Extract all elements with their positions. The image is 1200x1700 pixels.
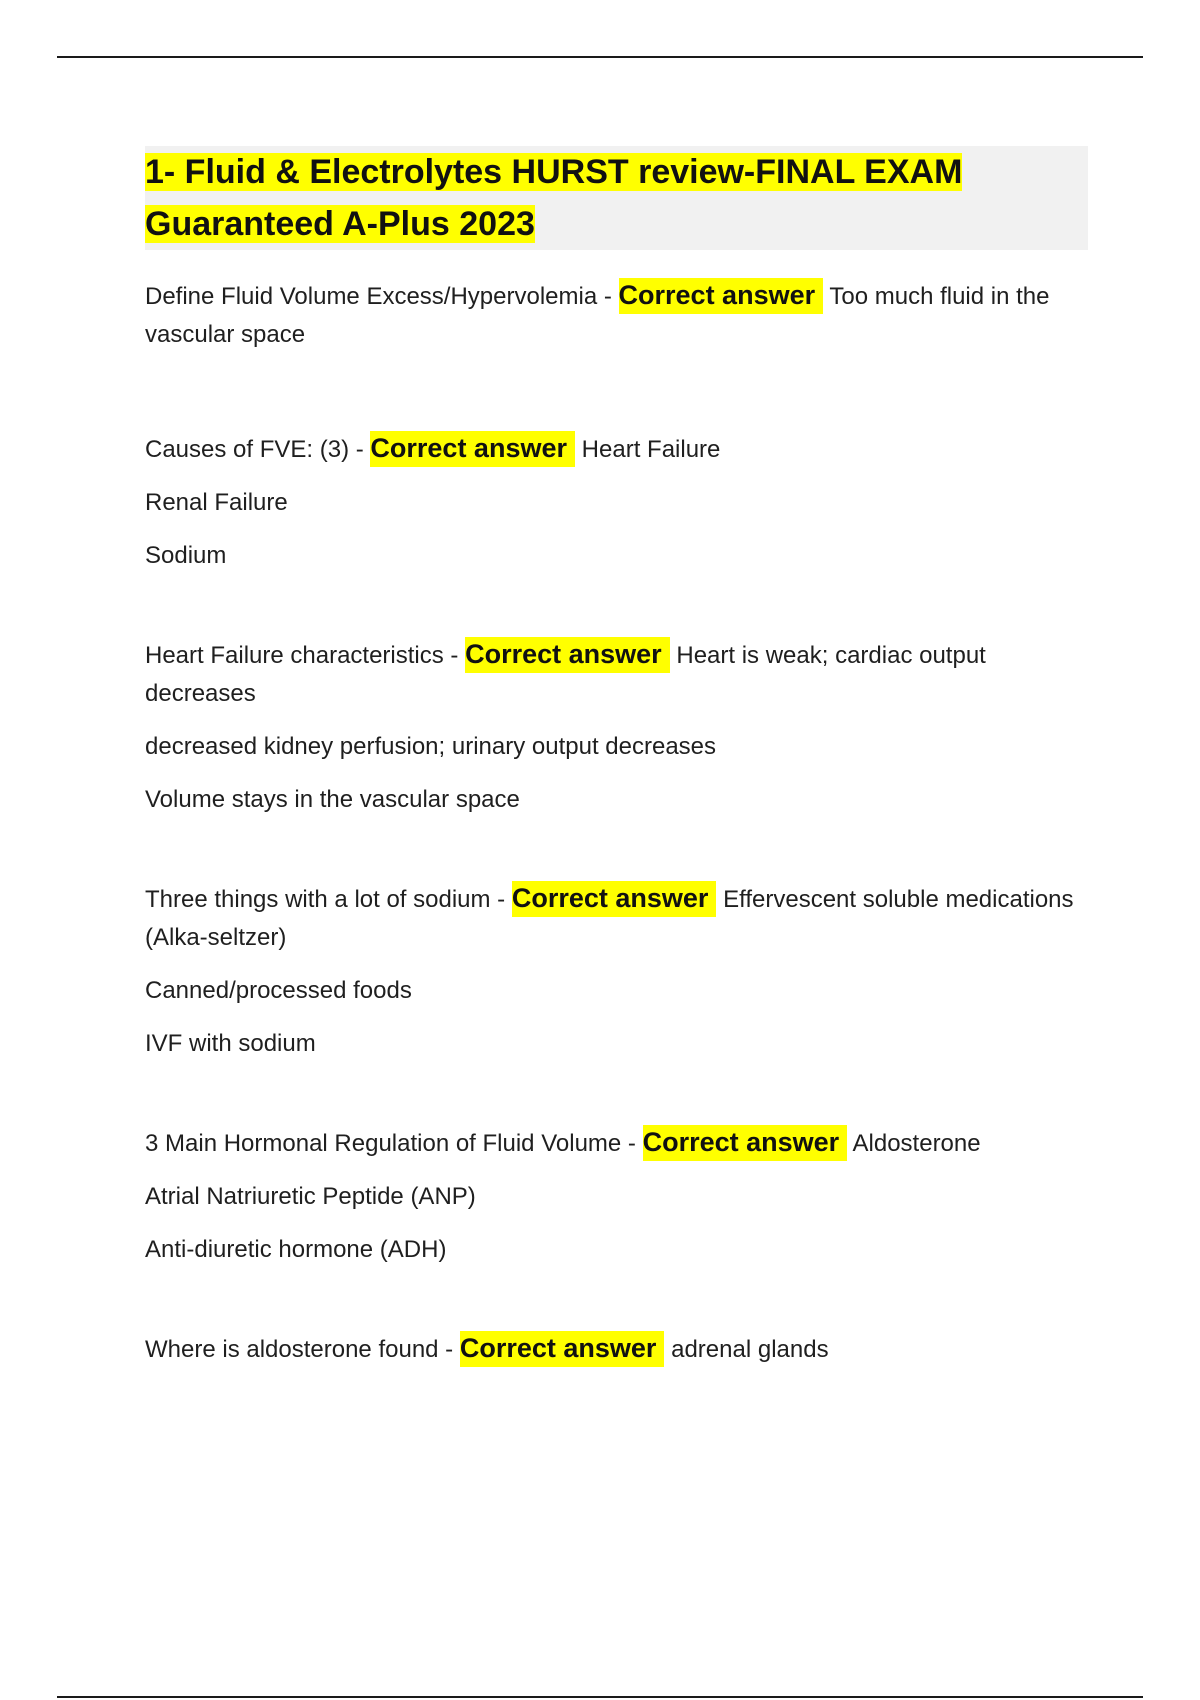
document-body	[145, 146, 1090, 1369]
answer-line: IVF with sodium	[145, 1030, 316, 1057]
correct-answer-label: Correct answer	[512, 881, 717, 917]
qa-item	[145, 635, 1090, 819]
correct-answer-label: Correct answer	[619, 278, 824, 314]
answer-line: Atrial Natriuretic Peptide (ANP)	[145, 1183, 476, 1210]
top-rule	[57, 56, 1143, 58]
qa-item	[145, 1329, 1090, 1369]
answer-line: Canned/processed foods	[145, 977, 412, 1004]
qa-question-line: Define Fluid Volume Excess/Hypervolemia - Correct answer Too much fluid in the vascular space	[145, 280, 1050, 348]
correct-answer-label: Correct answer	[370, 431, 575, 467]
qa-question-line: Where is aldosterone found - Correct answer adrenal glands	[145, 1329, 1090, 1369]
correct-answer-label: Correct answer	[460, 1331, 665, 1367]
qa-question-line: Heart Failure characteristics - Correct answer Heart is weak; cardiac output decreases	[145, 639, 986, 707]
answer-line: Volume stays in the vascular space	[145, 786, 520, 813]
answer-line: Renal Failure	[145, 489, 288, 516]
qa-question-line: 3 Main Hormonal Regulation of Fluid Volume - Correct answer Aldosterone	[145, 1123, 1090, 1163]
qa-item	[145, 1123, 1090, 1269]
answer-line: Anti-diuretic hormone (ADH)	[145, 1236, 447, 1263]
answer-line: decreased kidney perfusion; urinary output decreases	[145, 733, 717, 760]
title-block	[145, 146, 1088, 250]
qa-question-line: Three things with a lot of sodium - Correct answer Effervescent soluble medications (Alka-seltzer)	[145, 883, 1074, 951]
document-title: 1- Fluid & Electrolytes HURST review-FINAL EXAM Guaranteed A-Plus 2023	[145, 153, 963, 243]
qa-item	[145, 879, 1090, 1063]
qa-item	[145, 276, 1090, 354]
qa-item	[145, 429, 1090, 575]
correct-answer-label: Correct answer	[465, 637, 670, 673]
qa-question-line: Causes of FVE: (3) - Correct answer Heart Failure	[145, 429, 1090, 469]
answer-line: Sodium	[145, 542, 227, 569]
correct-answer-label: Correct answer	[643, 1125, 848, 1161]
bottom-rule	[57, 1696, 1143, 1698]
